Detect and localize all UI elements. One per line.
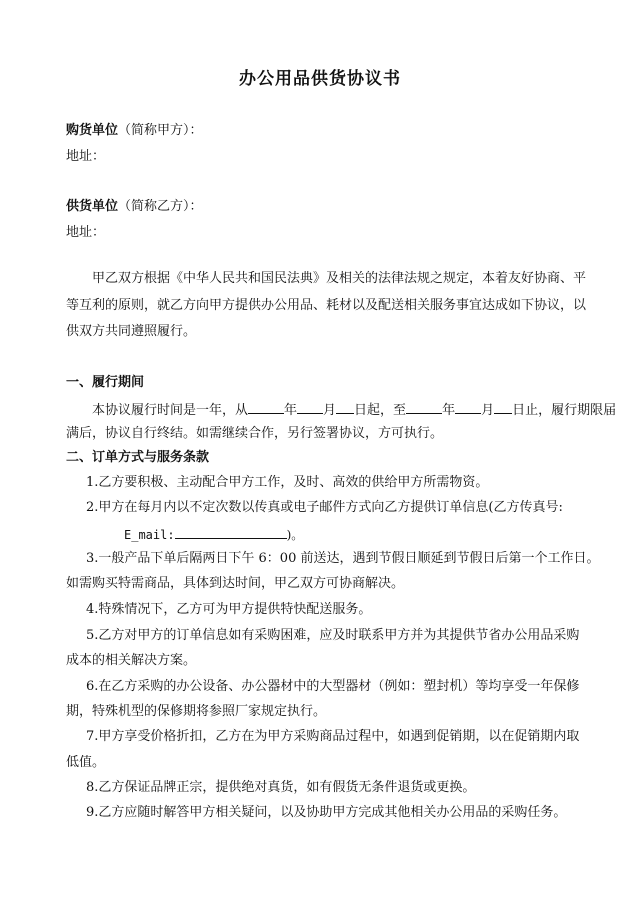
clause-3-cont: 如需购买特需商品，具体到达时间，甲乙双方可协商解决。 [66, 576, 405, 591]
section-1-line-2: 满后，协议自行终结。如需继续合作，另行签署协议，方可执行。 [66, 426, 444, 441]
intro-line-2: 等互利的原则，就乙方向甲方提供办公用品、耗材以及配送相关服务事宜达成如下协议，以 [66, 298, 587, 313]
clause-2: 2.甲方在每月内以不定次数以传真或电子邮件方式向乙方提供订单信息(乙方传真号: [86, 500, 563, 515]
party-a-line [66, 122, 586, 140]
party-b-label-rest: （简称乙方）： [118, 199, 203, 214]
start-month-blank[interactable] [297, 399, 323, 414]
party-a-address: 地址： [66, 149, 106, 164]
clause-7: 7.甲方享受价格折扣，乙方在为甲方采购商品过程中，如遇到促销期，以在促销期内取 [86, 729, 580, 744]
end-day-blank[interactable] [494, 399, 512, 414]
year-label: 年 [442, 403, 456, 418]
end-month-blank[interactable] [455, 399, 481, 414]
clause-1: 1.乙方要积极、主动配合甲方工作，及时、高效的供给甲方所需物资。 [86, 475, 489, 490]
month-label: 月 [323, 403, 337, 418]
section-2-heading: 二、订单方式与服务条款 [66, 450, 210, 465]
start-year-blank[interactable] [248, 399, 284, 414]
party-a-label: 购货单位 [66, 123, 119, 138]
party-a-label-rest: （简称甲方）： [118, 123, 203, 138]
end-year-blank[interactable] [406, 399, 442, 414]
clause-6-cont: 期，特殊机型的保修期将参照厂家规定执行。 [66, 704, 327, 719]
clause-8: 8.乙方保证品牌正宗，提供绝对真货，如有假货无条件退货或更换。 [86, 780, 476, 795]
year-label: 年 [284, 403, 298, 418]
party-b-line [66, 198, 586, 216]
month-label: 月 [481, 403, 495, 418]
email-line [124, 524, 640, 544]
party-b-address: 地址： [66, 225, 106, 240]
party-b-label: 供货单位 [66, 199, 119, 214]
start-day-blank[interactable] [336, 399, 354, 414]
clause-4: 4.特殊情况下，乙方可为甲方提供特快配送服务。 [86, 602, 372, 617]
term-text-start: 本协议履行时间是一年，从 [92, 403, 249, 418]
email-close: )。 [286, 528, 304, 542]
clause-6: 6.在乙方采购的办公设备、办公器材中的大型器材（例如：塑封机）等均享受一年保修 [86, 679, 580, 694]
term-text-mid: 日起，至 [354, 403, 407, 418]
intro-line-1: 甲乙双方根据《中华人民共和国民法典》及相关的法律法规之规定，本着友好协商、平 [92, 271, 587, 286]
intro-line-3: 供双方共同遵照履行。 [66, 324, 197, 339]
clause-7-cont: 低值。 [66, 755, 106, 770]
clause-5: 5.乙方对甲方的订单信息如有采购困难，应及时联系甲方并为其提供节省办公用品采购 [86, 628, 580, 643]
clause-9: 9.乙方应随时解答甲方相关疑问，以及协助甲方完成其他相关办公用品的采购任务。 [86, 805, 567, 820]
email-label: E_mail: [124, 528, 175, 542]
section-1-heading: 一、履行期间 [66, 375, 145, 390]
document-title: 办公用品供货协议书 [239, 69, 401, 89]
email-blank[interactable] [175, 524, 287, 539]
clause-5-cont: 成本的相关解决方案。 [66, 653, 197, 668]
term-text-end: 日止，履行期限届 [512, 403, 617, 418]
clause-3: 3.一般产品下单后隔两日下午 6：00 前送达，遇到节假日顺延到节假日后第一个工作日。 [86, 551, 600, 566]
section-1-term-line [92, 399, 617, 420]
